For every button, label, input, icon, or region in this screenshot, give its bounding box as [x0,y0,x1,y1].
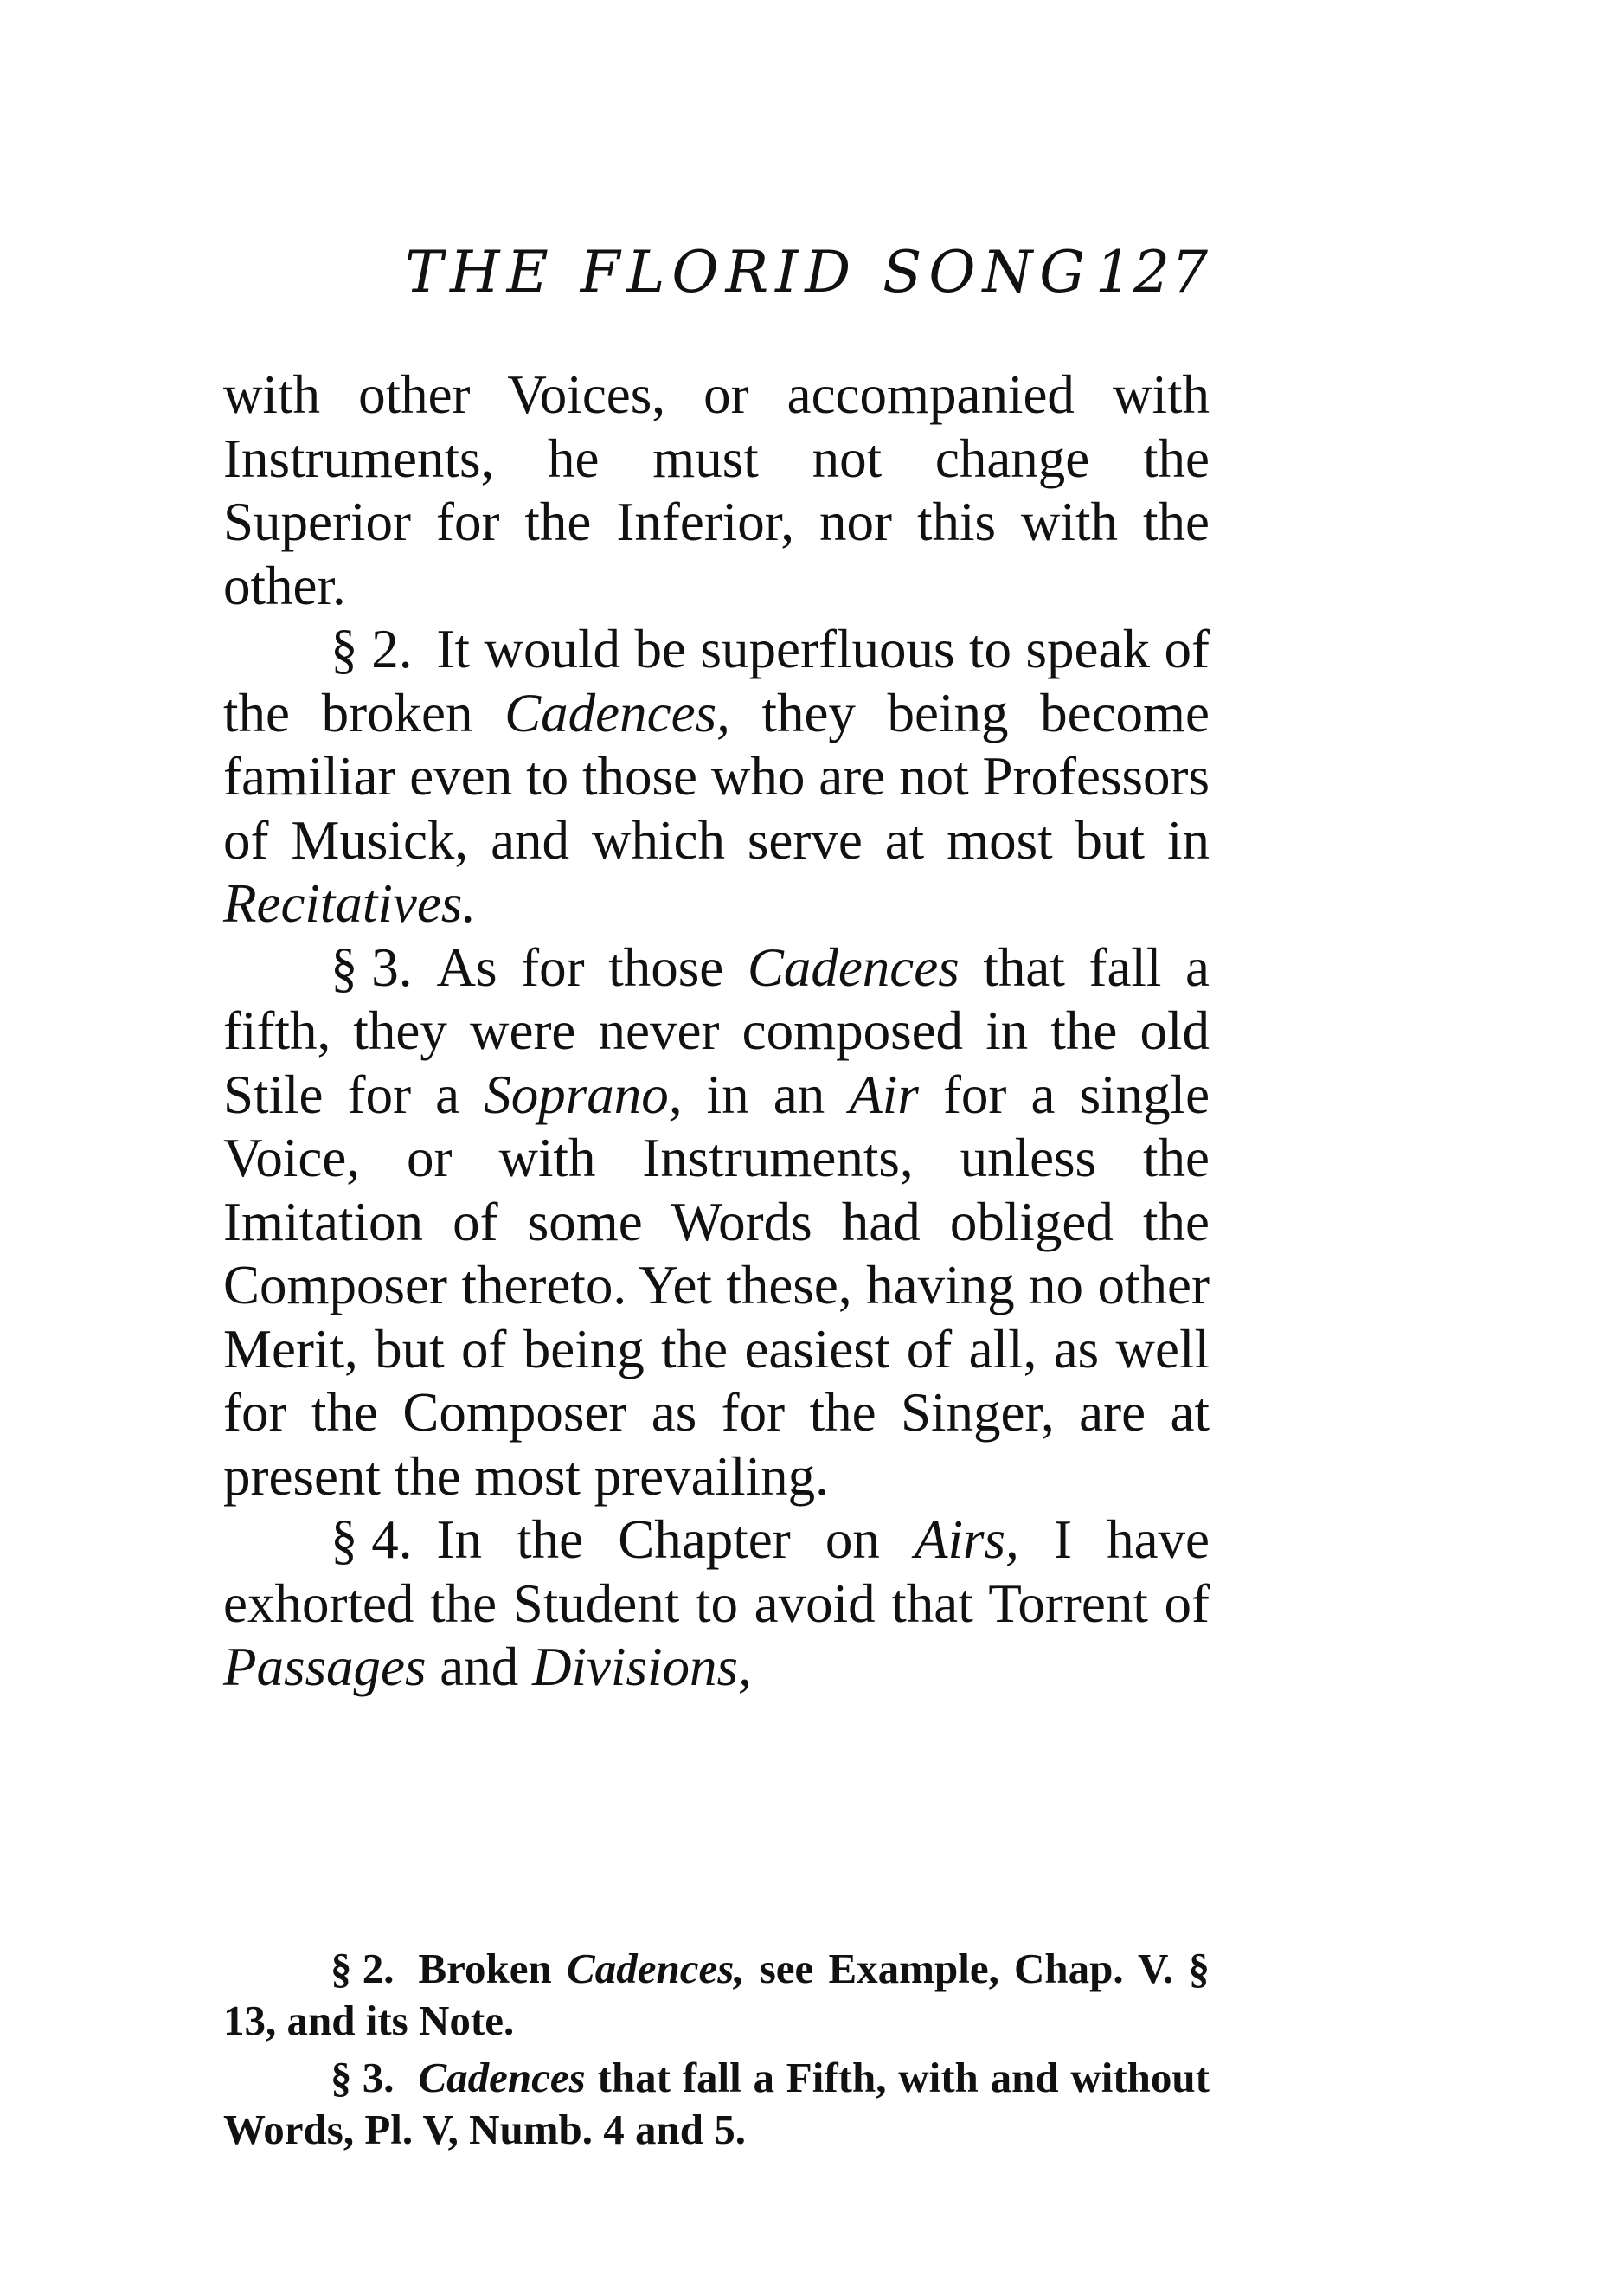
paragraph-text: in an [706,1064,825,1125]
footnote-text: Broken [418,1945,552,1992]
italic-term: Recitatives. [223,873,477,934]
italic-term: Soprano, [484,1064,683,1125]
italic-term: Air [849,1064,919,1125]
paragraph-text: with other Voices, or accompanied with Instruments, he must not change the Superior for the Inferior, nor this with the other. [223,364,1210,616]
paragraph-section-2 [223,618,1210,936]
paragraph-section-3 [223,936,1210,1509]
italic-term: Passages [223,1637,427,1697]
footnote-section-mark: § 3. [331,2054,395,2101]
paragraph-text: As for those [436,936,724,998]
italic-term: Divisions, [531,1637,752,1697]
footnote-italic-term: Cadences [418,2054,586,2101]
paragraph-text: and [440,1637,519,1697]
paragraph-text: In the Chapter on [436,1509,880,1570]
italic-term: Cadences [747,936,960,998]
section-mark: § 4. [331,1509,413,1570]
body-text [223,363,1210,1700]
footnote-text: see Example, Chap. V. § 13, and its Note. [223,1945,1210,2044]
paragraph-text: It would be superfluous to speak of the broken [223,619,1210,743]
paragraph-text: I have exhorted the Student to avoid that Torrent of [223,1509,1210,1634]
section-mark: § 2. [331,619,413,679]
italic-term: Airs, [915,1509,1019,1570]
italic-term: Cadences, [504,682,730,743]
footnote-section-2 [223,1943,1210,2047]
footnote-text: that fall a Fifth, with and without Words, Pl. V, Numb. 4 and 5. [223,2054,1210,2153]
running-title: THE FLORID SONG [405,239,1092,305]
footnotes [223,1943,1210,2161]
paragraph-text: for a single Voice, or with Instruments, unless the Imitation of some Words had obliged the Composer thereto. Yet these, having no other Merit, but of being the easiest of all, as well for the Composer as for the Singer, are at present the most prevailing. [223,1064,1210,1507]
footnote-section-mark: § 2. [331,1945,395,1992]
paragraph-section-4 [223,1508,1210,1700]
paragraph-text: they being become familiar even to those who are not Professors of Musick, and which serve at most but in [223,682,1210,871]
section-mark: § 3. [331,936,413,998]
footnote-section-3 [223,2052,1210,2156]
paragraph-text: that fall a fifth, they were never composed in the old Stile for a [223,936,1210,1125]
footnote-italic-term: Cadences, [567,1945,745,1992]
paragraph-continuation [223,363,1210,618]
page-number: 127 [1095,239,1210,305]
running-header [223,239,1210,317]
